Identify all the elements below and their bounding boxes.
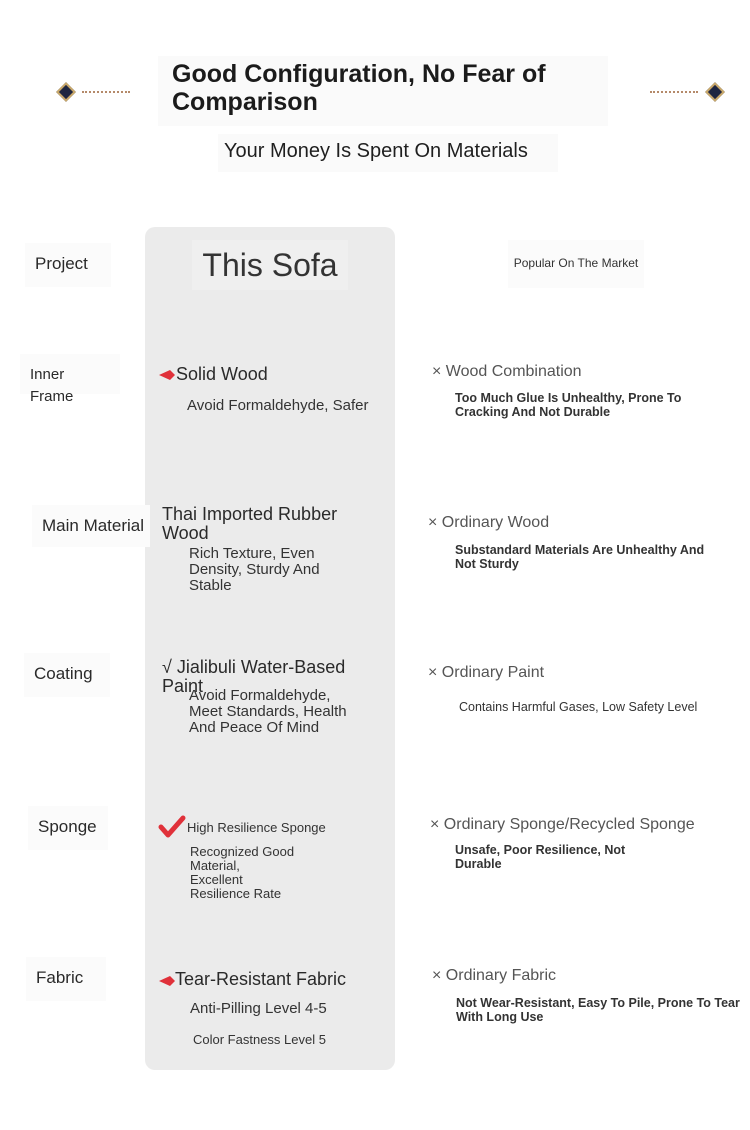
- coating-market-title: × Ordinary Paint: [428, 664, 545, 681]
- inner-frame-ours-title: Solid Wood: [176, 364, 268, 384]
- market-heading: Popular On The Market: [508, 240, 644, 288]
- title-line-1: Good Configuration, No Fear of: [172, 60, 546, 88]
- coating-ours-title: √ Jialibuli Water-Based Paint: [162, 657, 346, 696]
- right-ornament: [650, 82, 732, 102]
- red-marker-icon: [158, 369, 176, 381]
- inner-frame-market-note: Too Much Glue Is Unhealthy, Prone To Cracking And Not Durable: [455, 391, 682, 419]
- main-material-ours-note: Rich Texture, Even Density, Sturdy And Stable: [189, 545, 320, 594]
- red-marker-icon: [158, 975, 176, 987]
- check-mark-icon: [158, 815, 186, 839]
- coating-market-note: Contains Harmful Gases, Low Safety Level: [459, 700, 698, 714]
- this-sofa-column: [145, 227, 395, 1070]
- title-line-2: Comparison: [172, 88, 318, 116]
- row-label-sponge: Sponge: [28, 806, 108, 850]
- page-subtitle: Your Money Is Spent On Materials: [218, 134, 558, 172]
- left-ornament: [56, 82, 138, 102]
- main-material-ours-title: Thai Imported Rubber Wood: [162, 504, 338, 543]
- dotted-line: [82, 91, 130, 93]
- inner-frame-ours-note: Avoid Formaldehyde, Safer: [187, 397, 369, 414]
- row-label-inner-frame: Inner Frame: [20, 354, 120, 394]
- coating-ours-note: Avoid Formaldehyde, Meet Standards, Health And Peace Of Mind: [189, 687, 347, 736]
- fabric-market-note: Not Wear-Resistant, Easy To Pile, Prone To Tear With Long Use: [456, 996, 740, 1024]
- diamond-ornament-icon: [56, 82, 76, 102]
- sponge-market-title: × Ordinary Sponge/Recycled Sponge: [430, 816, 695, 833]
- inner-frame-market-title: × Wood Combination: [432, 363, 582, 380]
- sponge-ours-note: Recognized Good Material, Excellent Resilience Rate: [190, 844, 295, 901]
- fabric-market-title: × Ordinary Fabric: [432, 967, 557, 984]
- page-title: [158, 56, 608, 126]
- dotted-line: [650, 91, 698, 93]
- row-label-coating: Coating: [24, 653, 110, 697]
- fabric-ours-note: Anti-Pilling Level 4-5: [190, 1000, 327, 1017]
- fabric-ours-title: Tear-Resistant Fabric: [175, 969, 347, 989]
- row-label-fabric: Fabric: [26, 957, 106, 1001]
- sponge-market-note: Unsafe, Poor Resilience, Not Durable: [455, 843, 626, 871]
- row-label-main-material: Main Material: [32, 505, 150, 547]
- sponge-ours-title: High Resilience Sponge: [187, 820, 326, 835]
- fabric-ours-note-2: Color Fastness Level 5: [193, 1032, 326, 1047]
- project-label: Project: [25, 243, 111, 287]
- main-material-market-note: Substandard Materials Are Unhealthy And Not Sturdy: [455, 543, 705, 571]
- diamond-ornament-icon: [705, 82, 725, 102]
- main-material-market-title: × Ordinary Wood: [428, 514, 550, 531]
- this-sofa-heading: This Sofa: [192, 240, 348, 290]
